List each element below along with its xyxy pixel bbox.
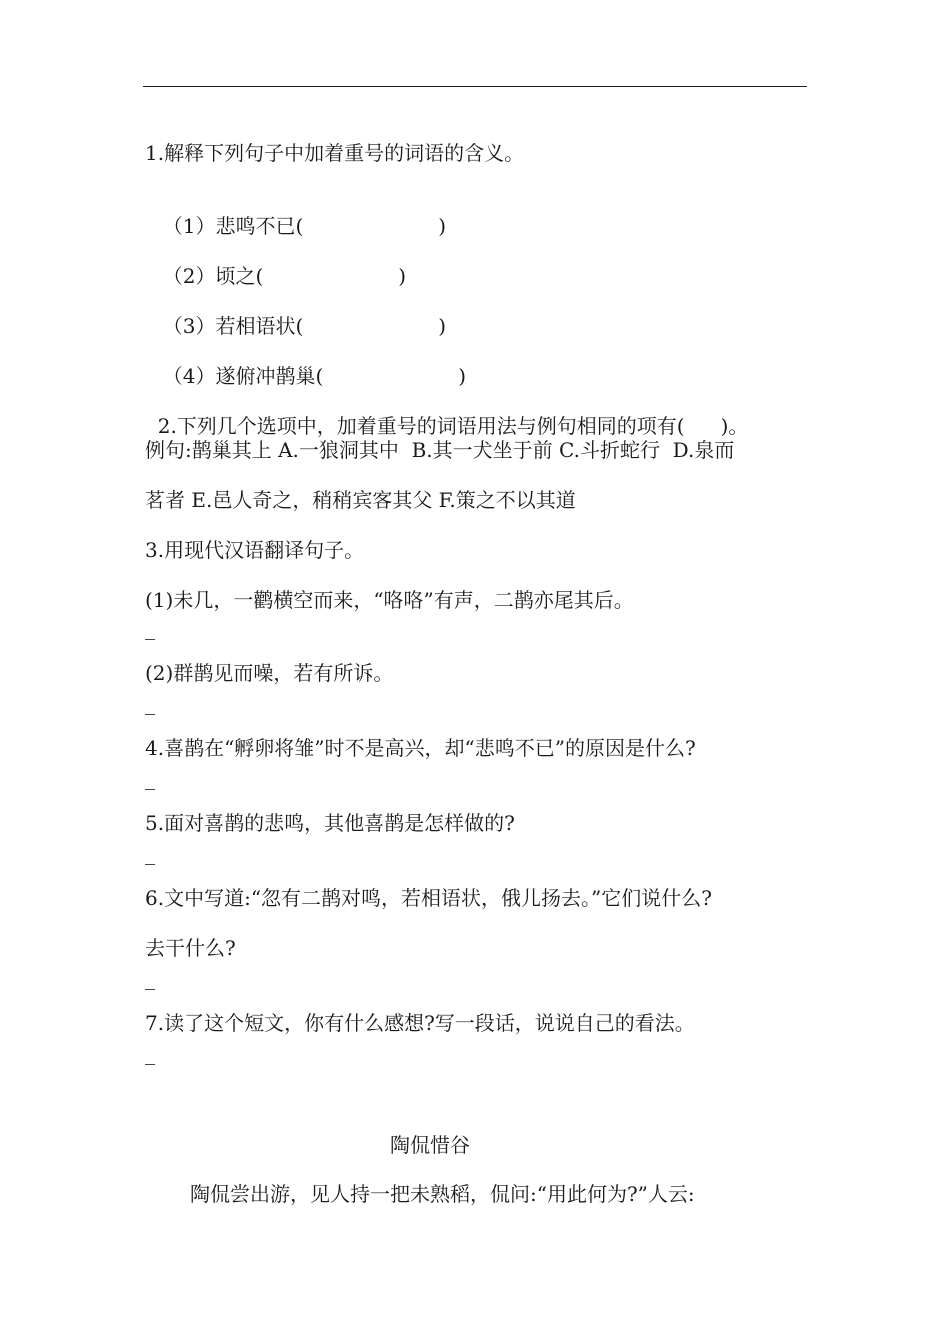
q1-item-3-close: ) xyxy=(438,314,447,338)
q6-answer-line[interactable] xyxy=(145,989,155,990)
q6-stem-line-2: 去干什么? xyxy=(145,936,236,960)
q1-item-2-text: （2）顷之( xyxy=(162,264,264,288)
q1-item-3-text: （3）若相语状( xyxy=(162,314,304,338)
q1-item-3 xyxy=(150,287,446,339)
q1-stem: 1.解释下列句子中加着重号的词语的含义。 xyxy=(145,141,525,165)
q2-stem-close: )。 xyxy=(720,414,749,438)
passage-title: 陶侃惜谷 xyxy=(390,1133,470,1157)
q1-item-4 xyxy=(150,337,466,389)
q7-answer-line[interactable] xyxy=(145,1064,155,1065)
q7-stem: 7.读了这个短文，你有什么感想?写一段话，说说自己的看法。 xyxy=(145,1011,695,1035)
q3-sentence-1: (1)未几，一鹳横空而来，“咯咯”有声，二鹊亦尾其后。 xyxy=(145,588,634,612)
q3-stem: 3.用现代汉语翻译句子。 xyxy=(145,538,365,562)
q2-example-line: 例句:鹊巢其上 A.一狼洞其中 B.其一犬坐于前 C.斗折蛇行 D.泉而 xyxy=(145,438,735,462)
q3-answer-line-1[interactable] xyxy=(145,639,155,640)
q2-stem xyxy=(145,387,748,439)
q1-item-4-close: ) xyxy=(458,364,467,388)
header-rule xyxy=(143,86,807,87)
q5-stem: 5.面对喜鹊的悲鸣，其他喜鹊是怎样做的? xyxy=(145,811,515,835)
q1-item-2-close: ) xyxy=(398,264,407,288)
q4-answer-line[interactable] xyxy=(145,789,155,790)
q6-stem-line-1: 6.文中写道:“忽有二鹊对鸣，若相语状，俄儿扬去。”它们说什么? xyxy=(145,886,712,910)
q1-item-1-text: （1）悲鸣不已( xyxy=(162,214,304,238)
q1-item-2 xyxy=(150,237,406,289)
q3-answer-line-2[interactable] xyxy=(145,714,155,715)
passage-first-line: 陶侃尝出游，见人持一把未熟稻，侃问:“用此何为?”人云: xyxy=(190,1182,695,1206)
q4-stem: 4.喜鹊在“孵卵将雏”时不是高兴，却“悲鸣不已”的原因是什么? xyxy=(145,736,696,760)
q1-item-1-close: ) xyxy=(438,214,447,238)
q1-item-4-text: （4）遂俯冲鹊巢( xyxy=(162,364,324,388)
q2-options-line: 茗者 E.邑人奇之，稍稍宾客其父 F.策之不以其道 xyxy=(145,488,576,512)
q5-answer-line[interactable] xyxy=(145,864,155,865)
q2-stem-text: 2.下列几个选项中，加着重号的词语用法与例句相同的项有( xyxy=(157,414,685,438)
q1-item-1 xyxy=(150,187,446,239)
q3-sentence-2: (2)群鹊见而噪，若有所诉。 xyxy=(145,661,394,685)
